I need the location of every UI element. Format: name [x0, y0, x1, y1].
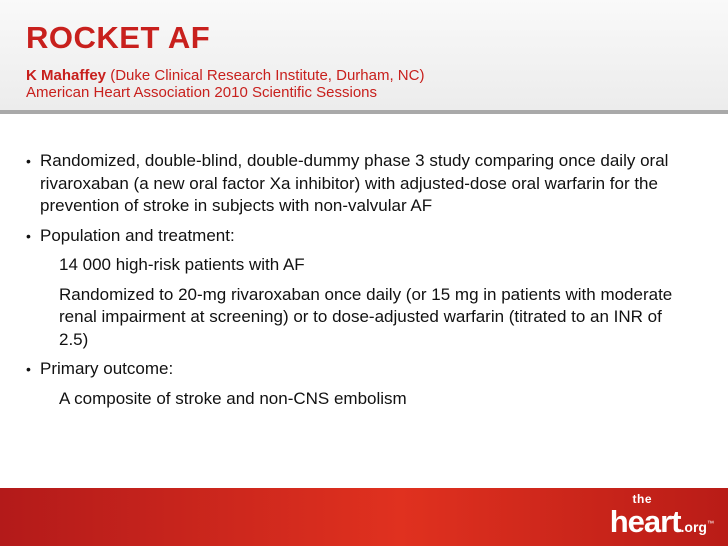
slide-footer	[0, 488, 728, 546]
logo-tm: ™	[707, 520, 714, 528]
slide-header	[0, 0, 728, 110]
theheart-logo	[609, 492, 714, 540]
presenter-name: K Mahaffey	[26, 67, 107, 84]
logo-org: .org	[680, 519, 707, 535]
presenter-affiliation: (Duke Clinical Research Institute, Durham, NC)	[110, 67, 425, 84]
header-divider	[0, 110, 728, 114]
bullet-text: Primary outcome:	[40, 359, 174, 378]
bullet-text: Population and treatment:	[40, 225, 235, 245]
slide-title: ROCKET AF	[26, 20, 211, 55]
presenter-line	[26, 67, 424, 84]
outcome-item: A composite of stroke and non-CNS embolism	[59, 388, 407, 408]
bullet-text: Randomized, double-blind, double-dummy phase 3 study comparing once daily oral rivaroxaban (a new oral factor Xa inhibitor) with adjusted-dose oral warfarin for the prevention of stroke in subjects with non-valvular AF	[40, 151, 669, 215]
meeting-name: American Heart Association 2010 Scientific Sessions	[26, 84, 378, 101]
bullet-dot-icon: •	[26, 153, 31, 169]
bullet-primary-outcome	[26, 358, 694, 381]
logo-heart: heart	[609, 504, 681, 539]
slide-body	[26, 150, 694, 417]
population-item: 14 000 high-risk patients with AF	[59, 255, 305, 274]
bullet-population	[26, 225, 694, 248]
bullet-study-design	[26, 150, 694, 218]
bullet-dot-icon: •	[26, 361, 31, 377]
population-item: Randomized to 20-mg rivaroxaban once daily (or 15 mg in patients with moderate renal impairment at screening) or to dose-adjusted warfarin (titrated to an INR of 2.5)	[59, 284, 673, 349]
bullet-dot-icon: •	[26, 227, 31, 244]
logo-the: the	[632, 492, 652, 506]
